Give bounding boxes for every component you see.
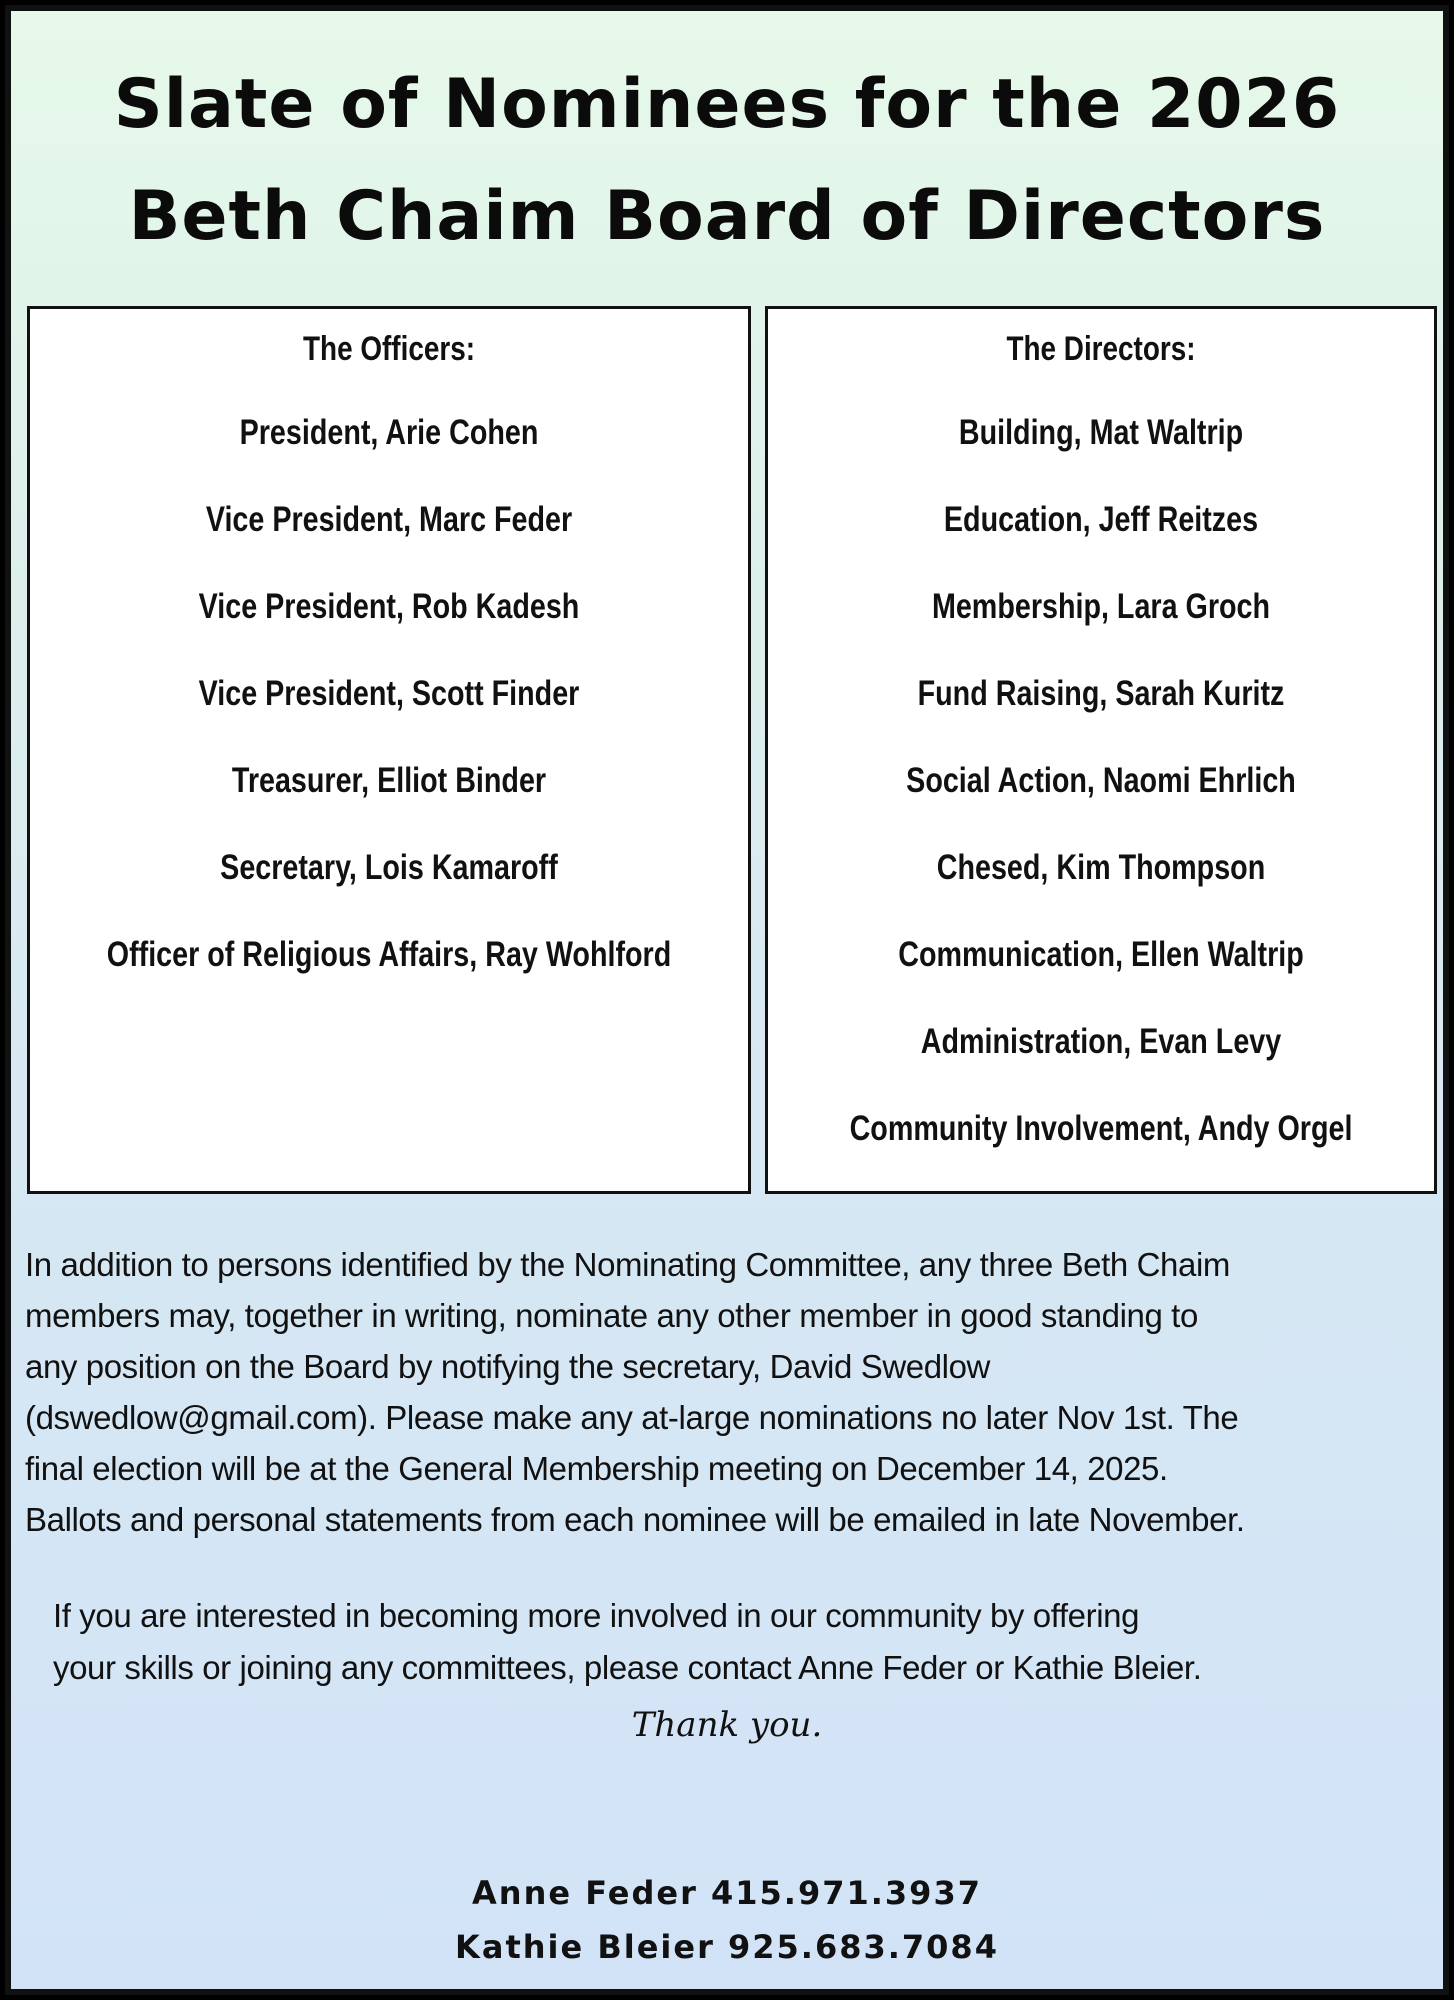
paragraph-line: (dswedlow@gmail.com). Please make any at-large nominations no later Nov 1st. The — [25, 1399, 1239, 1436]
director-item: Education, Jeff Reitzes — [943, 500, 1259, 539]
contact-anne-feder: Anne Feder 415.971.3937 — [472, 1874, 982, 1912]
director-item: Fund Raising, Sarah Kuritz — [917, 674, 1285, 713]
paragraph-line: any position on the Board by notifying the secretary, David Swedlow — [25, 1348, 990, 1385]
contact-list — [11, 1866, 1443, 1974]
director-item: Social Action, Naomi Ehrlich — [906, 761, 1296, 800]
page-title — [11, 49, 1443, 273]
directors-heading: The Directors: — [1006, 330, 1196, 368]
title-line-1: Slate of Nominees for the 2026 — [113, 65, 1341, 144]
director-item: Communication, Ellen Waltrip — [898, 935, 1304, 974]
flyer-page — [5, 5, 1449, 1995]
officers-box — [27, 306, 751, 1194]
director-item: Chesed, Kim Thompson — [936, 848, 1266, 887]
paragraph-line: Ballots and personal statements from each nominee will be emailed in late November. — [25, 1501, 1245, 1538]
officer-item: Treasurer, Elliot Binder — [231, 761, 547, 800]
involvement-paragraph — [53, 1590, 1433, 1694]
directors-list — [768, 411, 1434, 1194]
officer-item: Vice President, Scott Finder — [198, 674, 580, 713]
officers-list — [30, 411, 748, 1020]
paragraph-line: final election will be at the General Membership meeting on December 14, 2025. — [25, 1450, 1168, 1487]
paragraph-line: In addition to persons identified by the Nominating Committee, any three Beth Chaim — [25, 1246, 1230, 1283]
nomination-paragraph — [25, 1239, 1435, 1545]
paragraph-line: your skills or joining any committees, please contact Anne Feder or Kathie Bleier. — [53, 1649, 1202, 1686]
title-line-2: Beth Chaim Board of Directors — [128, 177, 1326, 256]
officer-item: Vice President, Rob Kadesh — [198, 587, 580, 626]
director-item: Membership, Lara Groch — [931, 587, 1271, 626]
director-item: Administration, Evan Levy — [920, 1022, 1282, 1061]
paragraph-line: members may, together in writing, nominate any other member in good standing to — [25, 1297, 1198, 1334]
officer-item: Officer of Religious Affairs, Ray Wohlford — [106, 935, 672, 974]
paragraph-line: If you are interested in becoming more involved in our community by offering — [53, 1597, 1140, 1634]
officer-item: Secretary, Lois Kamaroff — [220, 848, 558, 887]
officer-item: Vice President, Marc Feder — [205, 500, 573, 539]
contact-kathie-bleier: Kathie Bleier 925.683.7084 — [455, 1928, 999, 1966]
officers-heading: The Officers: — [303, 330, 475, 368]
directors-box — [765, 306, 1437, 1194]
officer-item: President, Arie Cohen — [239, 413, 539, 452]
director-item: Community Involvement, Andy Orgel — [849, 1109, 1353, 1148]
director-item: Building, Mat Waltrip — [958, 413, 1244, 452]
thank-you-text: Thank you. — [631, 1705, 823, 1745]
